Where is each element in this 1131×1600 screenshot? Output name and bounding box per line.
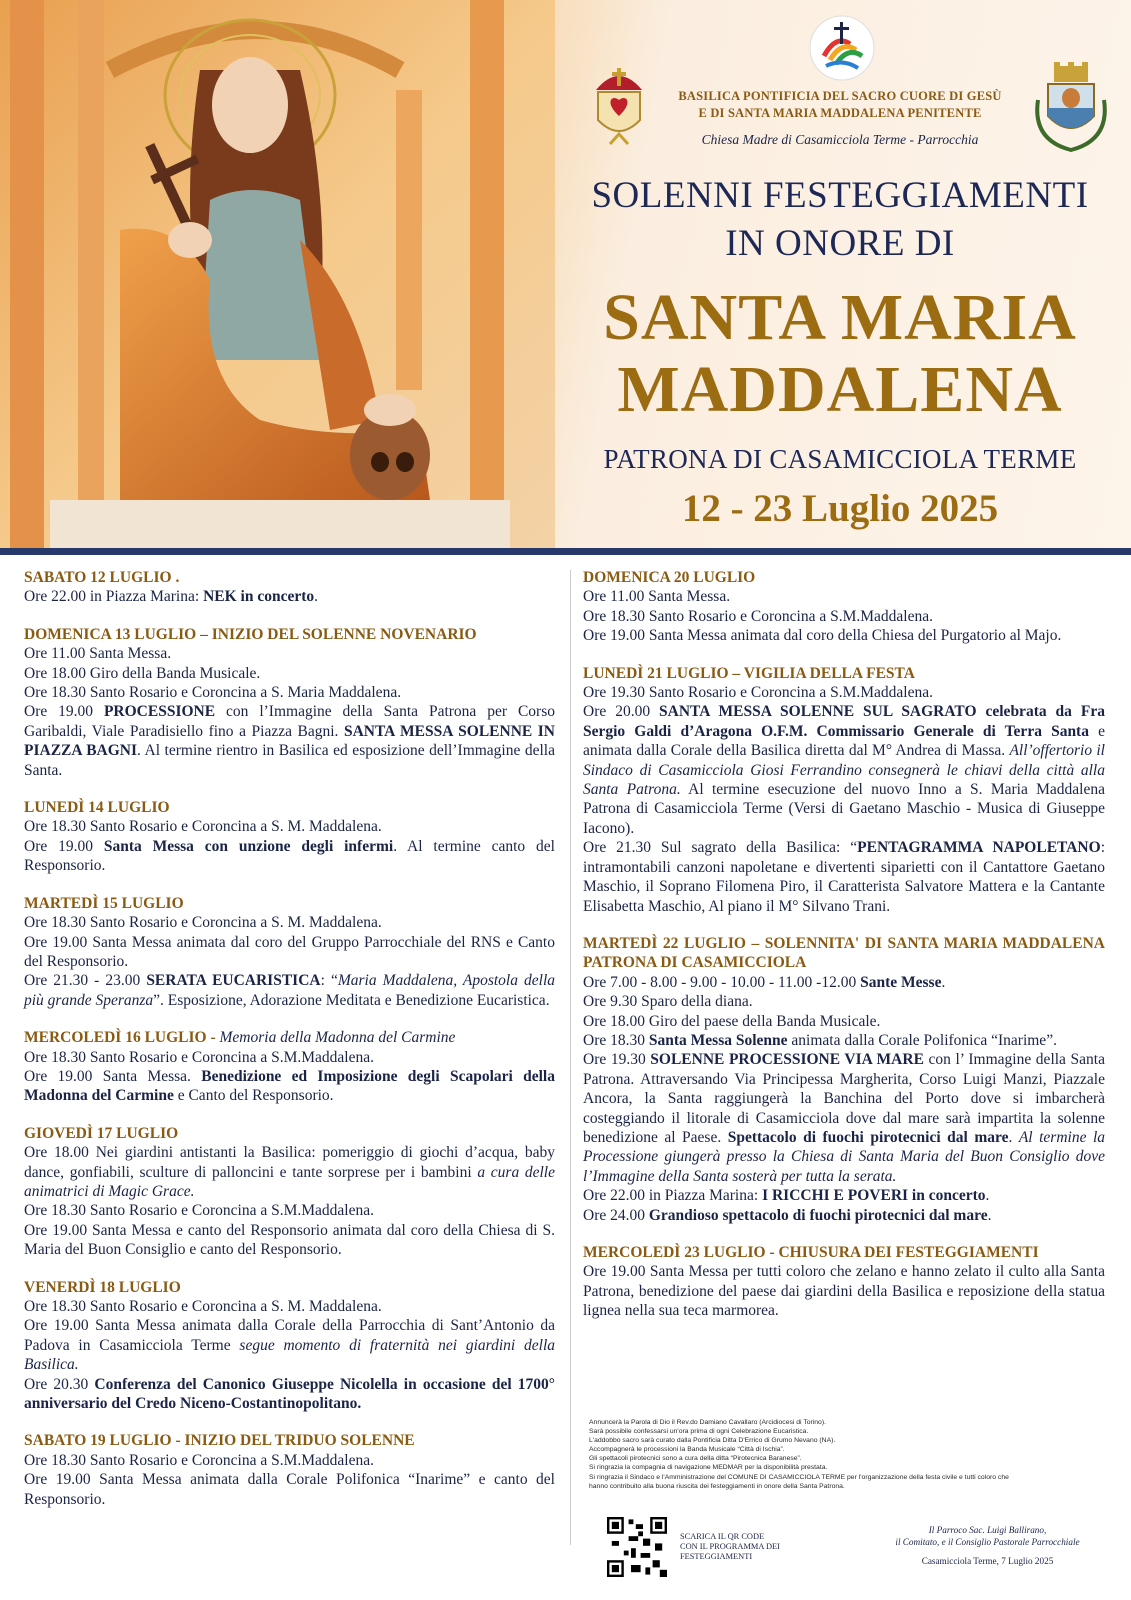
schedule-entry: [24, 1067, 555, 1106]
day-heading: [24, 798, 555, 817]
schedule-entry: [24, 1143, 555, 1201]
basilica-line-1: BASILICA PONTIFICIA DEL SACRO CUORE DI GESÙ: [678, 89, 1002, 103]
schedule-entry: [24, 913, 555, 932]
credits-notes: [589, 1418, 1111, 1491]
schedule-text: All’offertorio il Sindaco di Casamicciola Giosi Ferrandino consegnerà le chiavi della città alla Santa Patrona.: [583, 742, 1105, 799]
day-heading: [24, 1124, 555, 1143]
day-heading: [24, 894, 555, 913]
schedule-text: : “: [320, 972, 338, 990]
schedule-entry: [583, 1262, 1105, 1320]
signature-line-2: il Comitato, e il Consiglio Pastorale Parrocchiale: [895, 1536, 1080, 1547]
schedule-text: Ore 19.00 Santa Messa.: [24, 1067, 202, 1085]
schedule-text: a cura delle animatrici di Magic Grace.: [24, 1163, 555, 1200]
program-day: [583, 664, 1105, 916]
schedule-text: Ore 19.00 Santa Messa animata dalla Corale Polifonica “Inarime” e canto del Responsorio.: [24, 1471, 555, 1508]
schedule-entry: [24, 664, 555, 683]
day-heading: [583, 568, 1105, 587]
schedule-text: Ore 18.30: [583, 1031, 649, 1049]
schedule-text: Ore 21.30 - 23.00: [24, 972, 147, 990]
event-title-line-1: SOLENNI FESTEGGIAMENTI: [591, 175, 1089, 216]
divider-bar: [0, 548, 1131, 555]
basilica-crest-icon: [590, 62, 648, 154]
schedule-text: Ore 19.00: [24, 837, 104, 855]
day-heading-title: SABATO 19 LUGLIO - INIZIO DEL TRIDUO SOLENNE: [24, 1432, 415, 1450]
schedule-text: SOLENNE PROCESSIONE VIA MARE: [650, 1051, 924, 1069]
schedule-text: Grandioso spettacolo di fuochi pirotecnici dal mare: [648, 1206, 988, 1224]
signature-block: [870, 1525, 1105, 1568]
basilica-line-2: E DI SANTA MARIA MADDALENA PENITENTE: [698, 106, 982, 120]
schedule-entry: [583, 607, 1105, 626]
schedule-text: animata dalla Corale Polifonica “Inarime”.: [787, 1031, 1057, 1049]
schedule-text: Maria Maddalena, Apostola della più grande Speranza: [24, 972, 556, 1009]
day-heading-title: MARTEDÌ 22 LUGLIO – SOLENNITA' DI SANTA MARIA MADDALENA PATRONA DI CASAMICCIOLA: [583, 934, 1105, 972]
program-day: [24, 798, 555, 876]
schedule-text: con l’ Immagine della Santa Patrona. Attraversando Via Principessa Margherita, Corso Luigi Manzi, Piazzale Ancora, la Santa raggiungerà la Banchina del Porto dove si imbarcherà costeggiando il litorale di Casamicciola dove dal mare sarà impartita la solenne benedizione al Paese.: [583, 1051, 1105, 1146]
day-heading: [583, 1243, 1105, 1262]
schedule-entry: [24, 971, 555, 1010]
schedule-entry: [24, 644, 555, 663]
schedule-entry: [24, 1451, 555, 1470]
schedule-text: Ore 18.30 Santo Rosario e Coroncina a S. M. Maddalena.: [24, 818, 382, 836]
qr-code-icon[interactable]: [607, 1517, 667, 1577]
schedule-text: SANTA MESSA SOLENNE SUL SAGRATO celebrata da Fra Sergio Galdi d’Aragona O.F.M. Commissario Generale di Terra Santa: [583, 703, 1105, 740]
schedule-entry: [24, 1221, 555, 1260]
schedule-entry: [583, 1050, 1105, 1186]
program-day: [24, 625, 555, 780]
program-day: [583, 568, 1105, 646]
day-heading-title: MARTEDÌ 15 LUGLIO: [24, 894, 184, 912]
day-heading-subtitle: Memoria della Madonna del Carmine: [219, 1029, 456, 1047]
note-line: L'addobbo sacro sarà curato dalla Pontificia Ditta D'Errico di Grumo Nevano (NA).: [589, 1437, 836, 1445]
schedule-text: e Canto del Responsorio.: [173, 1087, 334, 1105]
schedule-text: .: [941, 973, 946, 991]
saint-statue-image: [0, 0, 555, 548]
schedule-text: PROCESSIONE: [103, 703, 216, 721]
schedule-text: e animata dalla Corale della Basilica diretta dal M° Andrea di Massa.: [583, 722, 1105, 760]
schedule-entry: [24, 933, 555, 972]
schedule-text: .: [1008, 1128, 1019, 1146]
qr-caption-line-2: CON IL PROGRAMMA DEI: [680, 1542, 780, 1551]
schedule-text: .: [314, 588, 319, 606]
schedule-text: Ore 18.30 Santo Rosario e Coroncina a S.M.Maddalena.: [24, 1048, 374, 1066]
day-heading-title: GIOVEDÌ 17 LUGLIO: [24, 1124, 179, 1142]
day-heading: [583, 664, 1105, 683]
schedule-text: Al termine esecuzione del nuovo Inno a S. Maria Maddalena Patrona di Casamicciola Terme (Versi di Gaetano Maschio - Musica di Giuseppe Iacono).: [583, 781, 1105, 837]
note-line: Si ringrazia la compagnia di navigazione MEDMAR per la disponibilità prestata.: [589, 1464, 828, 1472]
program-day: [24, 568, 555, 607]
program-day: [24, 1124, 555, 1260]
schedule-text: Benedizione ed Imposizione degli Scapolari della Madonna del Carmine: [24, 1067, 555, 1105]
schedule-entry: [24, 587, 555, 606]
schedule-entry: [24, 1201, 555, 1220]
schedule-text: .: [985, 1187, 990, 1205]
schedule-text: Santa Messa Solenne: [648, 1031, 788, 1049]
day-heading-title: LUNEDÌ 14 LUGLIO: [24, 799, 170, 817]
program-day: [583, 1243, 1105, 1321]
schedule-text: Ore 19.00: [24, 703, 104, 721]
event-dates: 12 - 23 Luglio 2025: [681, 487, 999, 530]
schedule-entry: [583, 626, 1105, 645]
signature-line-1: Il Parroco Sac. Luigi Ballirano,: [928, 1525, 1047, 1535]
schedule-entry: [24, 1297, 555, 1316]
schedule-entry: [24, 817, 555, 836]
day-heading-title: VENERDÌ 18 LUGLIO: [24, 1278, 181, 1296]
note-line: Si ringrazia il Sindaco e l'Amministrazione del COMUNE DI CASAMICCIOLA TERME per l'organizzazione della festa civile e tutti coloro che: [589, 1473, 1009, 1481]
qr-caption-line-3: FESTEGGIAMENTI: [680, 1552, 753, 1561]
schedule-text: I RICCHI E POVERI in concerto: [762, 1187, 986, 1205]
schedule-text: Ore 19.30: [583, 1051, 651, 1069]
schedule-text: Ore 20.00: [583, 703, 660, 721]
program-day: [24, 1431, 555, 1509]
schedule-text: Ore 18.30 Santo Rosario e Coroncina a S.M.Maddalena.: [583, 607, 933, 625]
jubilee-logo: [806, 14, 878, 82]
day-heading: [24, 1278, 555, 1297]
day-heading-title: DOMENICA 13 LUGLIO – INIZIO DEL SOLENNE NOVENARIO: [24, 625, 477, 643]
schedule-text: ”. Esposizione, Adorazione Meditata e Benedizione Eucaristica.: [153, 991, 550, 1009]
schedule-text: . Al termine rientro in Basilica ed esposizione dell’Immagine della Santa.: [24, 742, 555, 779]
saint-name-line-2: MADDALENA: [617, 353, 1063, 426]
schedule-entry: [583, 838, 1105, 916]
schedule-entry: [583, 683, 1105, 702]
schedule-entry: [24, 1375, 555, 1414]
program-day: [24, 1028, 555, 1106]
saint-name: [560, 282, 1120, 426]
schedule-text: Ore 18.30 Santo Rosario e Coroncina a S. M. Maddalena.: [24, 1298, 382, 1315]
schedule-text: segue momento di fraternità nei giardini della Basilica.: [24, 1336, 555, 1374]
schedule-entry: [583, 992, 1105, 1011]
schedule-text: Conferenza del Canonico Giuseppe Nicolella in occasione del 1700° anniversario del Credo Niceno-Costantinopolitano.: [24, 1375, 555, 1413]
schedule-text: Ore 18.00 Giro del paese della Banda Musicale.: [583, 1012, 881, 1030]
day-heading: [24, 568, 555, 587]
day-heading: [24, 1028, 555, 1047]
schedule-text: Ore 22.00 in Piazza Marina:: [24, 588, 204, 606]
schedule-entry: [583, 1012, 1105, 1031]
program-day: [24, 1278, 555, 1414]
program-day: [24, 894, 555, 1010]
schedule-entry: [24, 683, 555, 702]
schedule-entry: [583, 587, 1105, 606]
column-divider: [570, 570, 571, 1545]
schedule-entry: [24, 1316, 555, 1374]
schedule-text: Ore 19.00 Santa Messa animata dalla Corale della Parrocchia di Sant’Antonio da Padova in Casamicciola Terme: [24, 1317, 555, 1354]
program-column-right: [583, 568, 1105, 1339]
day-heading: [24, 625, 555, 644]
note-line: Sarà possibile confessarsi un'ora prima di ogni Celebrazione Eucaristica.: [589, 1428, 809, 1436]
schedule-entry: [583, 1186, 1105, 1205]
patrona-subtitle: PATRONA DI CASAMICCIOLA TERME: [603, 444, 1077, 474]
schedule-text: .: [987, 1206, 992, 1224]
schedule-text: : intramontabili canzoni napoletane e divertenti siparietti con il Cantattore Gaetano Maschio, il Soprano Filomena Piro, il Caratterista Salvatore Mattera e la Cantante Elisabetta Maschio, Al piano il M° Silvano Trani.: [583, 839, 1105, 915]
program-day: [583, 934, 1105, 1225]
schedule-text: Ore 19.00 Santa Messa animata dal coro del Gruppo Parrocchiale del RNS e Canto del Responsorio.: [24, 933, 555, 970]
note-line: Gli spettacoli pirotecnici sono a cura della ditta “Pirotecnica Baranese”.: [589, 1455, 802, 1463]
schedule-text: PENTAGRAMMA NAPOLETANO: [857, 839, 1101, 857]
schedule-entry: [24, 837, 555, 876]
schedule-entry: [24, 702, 555, 780]
note-line: Accompagnerà le processioni la Banda Musicale “Città di Ischia”.: [589, 1446, 785, 1454]
event-title-line-2: IN ONORE DI: [725, 223, 955, 264]
schedule-text: Ore 9.30 Sparo della diana.: [583, 993, 753, 1011]
schedule-text: Ore 18.30 Santo Rosario e Coroncina a S. M. Maddalena.: [24, 914, 382, 932]
note-line: Annuncerà la Parola di Dio il Rev.do Damiano Cavallaro (Arcidiocesi di Torino).: [589, 1419, 826, 1426]
day-heading-title: MERCOLEDÌ 23 LUGLIO - CHIUSURA DEI FESTEGGIAMENTI: [583, 1244, 1039, 1261]
schedule-text: Ore 18.30 Santo Rosario e Coroncina a S. Maria Maddalena.: [24, 684, 402, 702]
signature-date: Casamicciola Terme, 7 Luglio 2025: [921, 1556, 1054, 1566]
schedule-text: Ore 20.30: [24, 1375, 95, 1393]
qr-caption: [680, 1532, 780, 1562]
schedule-text: SANTA MESSA SOLENNE IN PIAZZA BAGNI: [24, 722, 555, 760]
schedule-text: Spettacolo di fuochi pirotecnici dal mare: [727, 1128, 1009, 1146]
day-heading: [24, 1431, 555, 1450]
schedule-text: SERATA EUCARISTICA: [146, 972, 321, 990]
schedule-text: Ore 18.30 Santo Rosario e Coroncina a S.M.Maddalena.: [24, 1202, 374, 1220]
schedule-entry: [24, 1470, 555, 1509]
day-heading: [583, 934, 1105, 973]
schedule-text: Al termine la Processione giungerà presso la Chiesa di Santa Maria del Buon Consiglio dove l’Immagine della Santa sosterà per tutta la serata.: [583, 1128, 1106, 1185]
saint-name-line-1: SANTA MARIA: [603, 281, 1077, 354]
qr-caption-line-1: SCARICA IL QR CODE: [680, 1532, 765, 1541]
schedule-entry: [583, 702, 1105, 838]
schedule-text: Ore 24.00: [583, 1206, 649, 1224]
schedule-text: Ore 19.00 Santa Messa animata dal coro della Chiesa del Purgatorio al Majo.: [583, 627, 1062, 645]
note-line: hanno contribuito alla buona riuscita dei festeggiamenti in onore della Santa Patrona.: [589, 1482, 845, 1490]
event-title: [560, 172, 1120, 268]
schedule-text: Ore 21.30 Sul sagrato della Basilica: “: [583, 839, 858, 857]
day-heading-title: DOMENICA 20 LUGLIO: [583, 569, 756, 586]
hero-banner: [0, 0, 1131, 548]
schedule-text: Ore 22.00 in Piazza Marina:: [583, 1187, 763, 1205]
program-column-left: [24, 568, 555, 1527]
schedule-text: Santa Messa con unzione degli infermi: [103, 837, 394, 855]
day-heading-title: SABATO 12 LUGLIO .: [24, 569, 180, 586]
chiesa-subtitle: Chiesa Madre di Casamicciola Terme - Parrocchia: [701, 132, 979, 147]
day-heading-title: MERCOLEDÌ 16 LUGLIO -: [24, 1029, 220, 1047]
schedule-entry: [583, 973, 1105, 992]
basilica-name: [660, 88, 1020, 122]
schedule-text: . Al termine canto del Responsorio.: [24, 837, 555, 875]
day-heading-title: LUNEDÌ 21 LUGLIO – VIGILIA DELLA FESTA: [583, 664, 915, 682]
schedule-text: Ore 11.00 Santa Messa.: [583, 588, 731, 606]
schedule-text: Ore 11.00 Santa Messa.: [24, 645, 172, 663]
schedule-text: Ore 7.00 - 8.00 - 9.00 - 10.00 - 11.00 -12.00: [583, 973, 861, 991]
schedule-text: Ore 19.30 Santo Rosario e Coroncina a S.M.Maddalena.: [583, 684, 933, 702]
schedule-entry: [583, 1031, 1105, 1050]
schedule-text: Ore 19.00 Santa Messa e canto del Responsorio animata dal coro della Chiesa di S. Maria del Buon Consiglio e canto del Responsorio.: [24, 1221, 555, 1259]
schedule-entry: [583, 1206, 1105, 1225]
schedule-text: con l’Immagine della Santa Patrona per Corso Garibaldi, Viale Paradisiello fino a Piazza Bagni.: [24, 703, 555, 740]
town-crest-icon: [1032, 60, 1110, 152]
schedule-entry: [24, 1048, 555, 1067]
schedule-text: Ore 18.30 Santo Rosario e Coroncina a S.M.Maddalena.: [24, 1451, 374, 1469]
schedule-text: Sante Messe: [860, 973, 942, 991]
schedule-text: NEK in concerto: [203, 588, 315, 606]
schedule-text: Ore 18.00 Giro della Banda Musicale.: [24, 664, 261, 682]
schedule-text: Ore 19.00 Santa Messa per tutti coloro che zelano e hanno zelato il culto alla Santa Patrona, benedizione del paese dai giardini della Basilica e reposizione della statua lignea nella sua teca marmorea.: [583, 1263, 1105, 1320]
schedule-text: Ore 18.00 Nei giardini antistanti la Basilica: pomeriggio di giochi d’acqua, baby dance, gonfiabili, sculture di palloncini e tante sorprese per i bambini: [24, 1144, 555, 1181]
